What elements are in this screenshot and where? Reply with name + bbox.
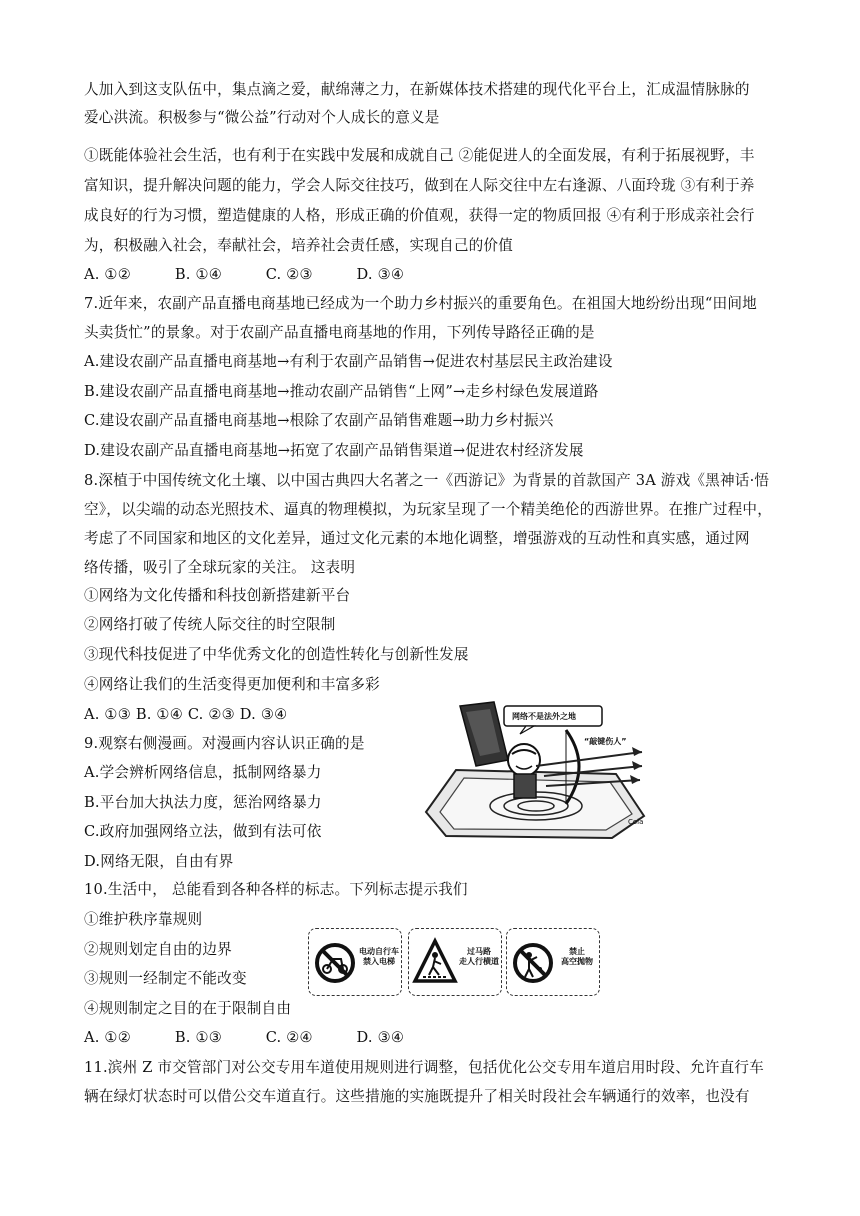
q8-stem: 8.深植于中国传统文化土壤、以中国古典四大名著之一《西游记》为背景的首款国产 3A 游戏《黑神话·悟	[84, 472, 770, 489]
q9-stem: 9.观察右侧漫画。对漫画内容认识正确的是	[84, 735, 365, 752]
q8-item: ④网络让我们的生活变得更加便利和丰富多彩	[84, 676, 380, 693]
sign-label: 电动自行车 禁入电梯	[359, 947, 399, 966]
no-ebike-icon	[311, 931, 361, 995]
q7-option-c: C.建设农副产品直播电商基地→根除了农副产品销售难题→助力乡村振兴	[84, 412, 554, 429]
q9-option-d: D.网络无限，自由有界	[84, 853, 234, 870]
cartoon-illustration	[416, 700, 651, 840]
text-line: 成良好的行为习惯，塑造健康的人格，形成正确的价值观，获得一定的物质回报 ④有利于形成亲社会行	[84, 207, 755, 224]
option-d: D. ③④	[356, 266, 405, 283]
q8-stem: 空》，以尖端的动态光照技术、逼真的物理模拟，为玩家呈现了一个精美绝伦的西游世界。在推广过程中，	[84, 501, 773, 518]
q7-stem: 7.近年来，农副产品直播电商基地已经成为一个助力乡村振兴的重要角色。在祖国大地纷纷出现“田间地	[84, 295, 757, 312]
sign-label: 过马路 走人行横道	[459, 947, 499, 966]
q6-options	[84, 265, 404, 285]
q8-stem: 络传播，吸引了全球玩家的关注。 这表明	[84, 559, 356, 576]
warning-signs	[308, 928, 602, 998]
q8-options: A. ①③ B. ①④ C. ②③ D. ③④	[84, 706, 288, 723]
sign-no-ebike	[308, 928, 402, 996]
q10-options	[84, 1028, 404, 1048]
option-c: C. ②③	[265, 266, 313, 283]
option-a: A. ①②	[84, 266, 131, 283]
q11-stem: 辆在绿灯状态时可以借公交车道直行。这些措施的实施既提升了相关时段社会车辆通行的效率，也没有	[84, 1088, 750, 1105]
option-a: A. ①②	[84, 1029, 131, 1046]
q7-option-d: D.建设农副产品直播电商基地→拓宽了农副产品销售渠道→促进农村经济发展	[84, 442, 584, 459]
text-line: 富知识，提升解决问题的能力，学会人际交往技巧，做到在人际交往中左右逢源、八面玲珑 ③有利于养	[84, 177, 755, 194]
option-b: B. ①④	[174, 266, 223, 283]
q8-item: ②网络打破了传统人际交往的时空限制	[84, 616, 336, 633]
q9-option-b: B.平台加大执法力度，惩治网络暴力	[84, 794, 322, 811]
cartoon-arrow-label: “敲键伤人”	[584, 737, 627, 746]
cartoon-signature: Cola	[628, 818, 644, 826]
q11-stem: 11.滨州 Z 市交管部门对公交专用车道使用规则进行调整，包括优化公交专用车道启用时段、允许直行车	[84, 1059, 764, 1076]
q7-stem: 头卖货忙”的景象。对于农副产品直播电商基地的作用，下列传导路径正确的是	[84, 324, 595, 341]
option-c: C. ②④	[265, 1029, 313, 1046]
no-throwing-icon	[509, 931, 559, 995]
q7-option-a: A.建设农副产品直播电商基地→有利于农副产品销售→促进农村基层民主政治建设	[84, 353, 613, 370]
q10-item: ②规则划定自由的边界	[84, 941, 232, 958]
q8-item: ①网络为文化传播和科技创新搭建新平台	[84, 587, 351, 604]
sign-no-throwing	[506, 928, 600, 996]
option-b: B. ①③	[174, 1029, 223, 1046]
q9-option-c: C.政府加强网络立法，做到有法可依	[84, 823, 322, 840]
text-line: 爱心洪流。积极参与“微公益”行动对个人成长的意义是	[84, 109, 440, 126]
q7-option-b: B.建设农副产品直播电商基地→推动农副产品销售“上网”→走乡村绿色发展道路	[84, 383, 599, 400]
q10-item: ①维护秩序靠规则	[84, 911, 203, 928]
text-line: 为，积极融入社会，奉献社会，培养社会责任感，实现自己的价值	[84, 237, 514, 254]
q8-item: ③现代科技促进了中华优秀文化的创造性转化与创新性发展	[84, 646, 469, 663]
sign-label: 禁止 高空抛物	[561, 947, 593, 966]
q10-item: ④规则制定之目的在于限制自由	[84, 1000, 292, 1017]
q10-item: ③规则一经制定不能改变	[84, 970, 247, 987]
q8-stem: 考虑了不同国家和地区的文化差异，通过文化元素的本地化调整，增强游戏的互动性和真实感，通过网	[84, 530, 750, 547]
q10-stem: 10.生活中， 总能看到各种各样的标志。下列标志提示我们	[84, 881, 468, 898]
cartoon-speech-bubble: 网络不是法外之地	[512, 712, 576, 721]
option-d: D. ③④	[356, 1029, 405, 1046]
q9-option-a: A.学会辨析网络信息，抵制网络暴力	[84, 764, 322, 781]
text-line: ①既能体验社会生活，也有利于在实践中发展和成就自己 ②能促进人的全面发展，有利于拓展视野，丰	[84, 147, 755, 164]
text-line: 人加入到这支队伍中，集点滴之爱，献绵薄之力，在新媒体技术搭建的现代化平台上，汇成温情脉脉的	[84, 81, 750, 98]
sign-crosswalk	[408, 928, 502, 996]
crosswalk-warning-icon	[411, 931, 461, 995]
